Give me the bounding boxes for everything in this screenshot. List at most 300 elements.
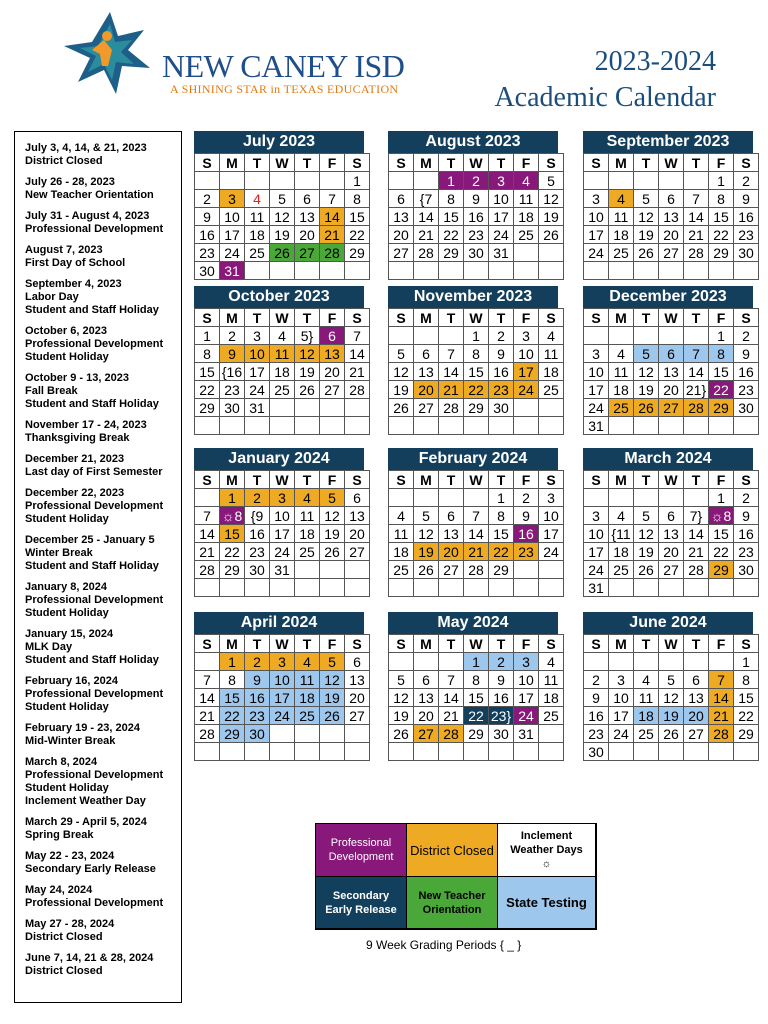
day-cell: 15 — [195, 363, 220, 381]
weekday-header-row — [195, 471, 370, 489]
day-cell: 22 — [220, 543, 245, 561]
day-cell: 16 — [734, 363, 759, 381]
day-cell: 9 — [489, 345, 514, 363]
empty-day-cell — [539, 561, 564, 579]
day-cell: 19 — [659, 707, 684, 725]
day-cell: 26 — [320, 707, 345, 725]
empty-day-cell — [245, 579, 270, 597]
day-cell: 6 — [414, 345, 439, 363]
weekday-header: S — [734, 635, 759, 653]
weekday-header: S — [734, 154, 759, 172]
day-cell: 5 — [659, 671, 684, 689]
day-cell: 17 — [245, 363, 270, 381]
empty-day-cell — [389, 489, 414, 507]
month-grid — [583, 153, 759, 280]
week-row — [389, 345, 564, 363]
month-calendar — [194, 131, 364, 280]
day-cell: 18 — [389, 543, 414, 561]
weekday-header: T — [245, 635, 270, 653]
empty-day-cell — [295, 725, 320, 743]
day-cell: 8 — [464, 345, 489, 363]
week-row — [195, 417, 370, 435]
week-row — [584, 244, 759, 262]
day-cell: 27 — [439, 561, 464, 579]
day-cell: 29 — [464, 725, 489, 743]
weekday-header: T — [634, 471, 659, 489]
day-cell: 9 — [489, 671, 514, 689]
empty-day-cell — [439, 489, 464, 507]
day-cell: 10 — [220, 208, 245, 226]
day-cell: 27 — [659, 244, 684, 262]
month-calendar — [388, 286, 558, 435]
empty-day-cell — [320, 262, 345, 280]
day-cell: 15 — [220, 689, 245, 707]
month-title: December 2023 — [583, 286, 753, 308]
day-cell: 27 — [659, 399, 684, 417]
week-row — [389, 244, 564, 262]
day-cell: 20 — [320, 363, 345, 381]
weekday-header: T — [295, 471, 320, 489]
day-cell: 26 — [295, 381, 320, 399]
day-cell: 7 — [684, 190, 709, 208]
day-cell: 9 — [734, 190, 759, 208]
empty-day-cell — [609, 327, 634, 345]
weekday-header: M — [220, 154, 245, 172]
day-cell: 21 — [439, 707, 464, 725]
day-cell: 28 — [684, 244, 709, 262]
event-description: Student Holiday — [25, 782, 109, 794]
day-cell: 1 — [439, 172, 464, 190]
weekday-header: W — [659, 309, 684, 327]
week-row — [195, 363, 370, 381]
event-entry — [25, 419, 173, 445]
week-row — [195, 244, 370, 262]
day-cell: 1 — [220, 489, 245, 507]
empty-day-cell — [634, 653, 659, 671]
week-row — [389, 671, 564, 689]
week-row — [195, 507, 370, 525]
event-date: October 9 - 13, 2023 — [25, 372, 129, 384]
empty-day-cell — [320, 725, 345, 743]
day-cell: 28 — [195, 725, 220, 743]
day-cell: 2 — [734, 327, 759, 345]
event-entry — [25, 487, 173, 526]
event-entry — [25, 534, 173, 573]
day-cell: 15 — [345, 208, 370, 226]
empty-day-cell — [514, 417, 539, 435]
empty-day-cell — [634, 417, 659, 435]
empty-day-cell — [539, 262, 564, 280]
week-row — [389, 381, 564, 399]
day-cell: 10 — [514, 671, 539, 689]
empty-day-cell — [609, 579, 634, 597]
day-cell: 12 — [634, 525, 659, 543]
day-cell: 12 — [270, 208, 295, 226]
weekday-header: M — [609, 309, 634, 327]
day-cell: 9 — [584, 689, 609, 707]
weekday-header-row — [584, 309, 759, 327]
event-entry — [25, 581, 173, 620]
empty-day-cell — [345, 262, 370, 280]
day-cell: 8 — [220, 671, 245, 689]
day-cell: ☼8 — [220, 507, 245, 525]
day-cell: 17 — [584, 381, 609, 399]
day-cell: 14 — [195, 689, 220, 707]
day-cell: 24 — [270, 707, 295, 725]
day-cell: 10 — [539, 507, 564, 525]
weekday-header: F — [709, 635, 734, 653]
day-cell: 7 — [684, 345, 709, 363]
month-grid — [583, 308, 759, 435]
weekday-header: T — [439, 309, 464, 327]
day-cell: 21 — [320, 226, 345, 244]
empty-day-cell — [609, 743, 634, 761]
day-cell: 13 — [659, 525, 684, 543]
day-cell: 12 — [320, 507, 345, 525]
day-cell: 21 — [709, 707, 734, 725]
empty-day-cell — [539, 743, 564, 761]
empty-day-cell — [439, 743, 464, 761]
empty-day-cell — [514, 399, 539, 417]
star-logo-icon — [58, 10, 168, 102]
month-title: August 2023 — [388, 131, 558, 153]
day-cell: 2 — [489, 653, 514, 671]
calendar-legend — [315, 823, 597, 930]
empty-day-cell — [464, 262, 489, 280]
day-cell: 13 — [389, 208, 414, 226]
day-cell: 21 — [684, 226, 709, 244]
month-title: January 2024 — [194, 448, 364, 470]
legend-state-testing — [498, 877, 596, 929]
weekday-header: M — [220, 471, 245, 489]
month-grid — [194, 634, 370, 761]
day-cell: 14 — [684, 525, 709, 543]
weekday-header: S — [389, 471, 414, 489]
empty-day-cell — [295, 172, 320, 190]
day-cell: 14 — [709, 689, 734, 707]
empty-day-cell — [539, 399, 564, 417]
day-cell: 7 — [345, 327, 370, 345]
day-cell: 13 — [345, 671, 370, 689]
event-date: August 7, 2023 — [25, 244, 103, 256]
day-cell: 4 — [609, 190, 634, 208]
weekday-header-row — [584, 471, 759, 489]
day-cell: 2 — [464, 172, 489, 190]
empty-day-cell — [345, 743, 370, 761]
day-cell: 16 — [734, 525, 759, 543]
week-row — [584, 561, 759, 579]
empty-day-cell — [295, 579, 320, 597]
day-cell: 4 — [514, 172, 539, 190]
month-calendar — [583, 612, 753, 761]
empty-day-cell — [439, 262, 464, 280]
event-entry — [25, 756, 173, 808]
month-grid — [194, 308, 370, 435]
day-cell: 8 — [734, 671, 759, 689]
weekday-header-row — [389, 471, 564, 489]
day-cell: 16 — [514, 525, 539, 543]
week-row — [584, 417, 759, 435]
day-cell: 16 — [195, 226, 220, 244]
event-description: Mid-Winter Break — [25, 735, 116, 747]
day-cell: 22 — [489, 543, 514, 561]
day-cell: 22 — [464, 381, 489, 399]
event-description: Secondary Early Release — [25, 863, 156, 875]
empty-day-cell — [584, 327, 609, 345]
event-date: December 22, 2023 — [25, 487, 125, 499]
day-cell: 9 — [514, 507, 539, 525]
day-cell: 4 — [295, 489, 320, 507]
day-cell: 31 — [489, 244, 514, 262]
day-cell: 6 — [295, 190, 320, 208]
day-cell: 11 — [389, 525, 414, 543]
day-cell: 10 — [584, 363, 609, 381]
day-cell: 3 — [489, 172, 514, 190]
weekday-header: F — [514, 471, 539, 489]
weekday-header: W — [464, 471, 489, 489]
day-cell: 26 — [320, 543, 345, 561]
empty-day-cell — [584, 172, 609, 190]
event-description: Professional Development — [25, 594, 164, 606]
empty-day-cell — [734, 579, 759, 597]
important-dates-sidebar — [14, 131, 182, 1003]
day-cell: 14 — [464, 525, 489, 543]
empty-day-cell — [245, 417, 270, 435]
empty-day-cell — [295, 417, 320, 435]
day-cell: 19 — [634, 226, 659, 244]
weekday-header: F — [709, 154, 734, 172]
day-cell: 25 — [609, 561, 634, 579]
day-cell: 3 — [609, 671, 634, 689]
day-cell: 7} — [684, 507, 709, 525]
week-row — [584, 172, 759, 190]
day-cell: 5 — [414, 507, 439, 525]
empty-day-cell — [684, 743, 709, 761]
week-row — [389, 262, 564, 280]
day-cell: 23 — [245, 707, 270, 725]
day-cell: 4 — [539, 653, 564, 671]
week-row — [584, 689, 759, 707]
event-description: Winter Break — [25, 547, 93, 559]
day-cell: 16 — [489, 363, 514, 381]
empty-day-cell — [220, 579, 245, 597]
weekday-header: T — [295, 309, 320, 327]
calendar-title: Academic Calendar — [494, 82, 716, 113]
day-cell: 12 — [389, 363, 414, 381]
weekday-header: T — [489, 635, 514, 653]
weekday-header: S — [539, 309, 564, 327]
empty-day-cell — [320, 743, 345, 761]
day-cell: 13 — [659, 208, 684, 226]
weekday-header: W — [270, 635, 295, 653]
week-row — [584, 262, 759, 280]
day-cell: 19 — [270, 226, 295, 244]
empty-day-cell — [220, 417, 245, 435]
empty-day-cell — [609, 653, 634, 671]
empty-day-cell — [609, 262, 634, 280]
empty-day-cell — [464, 489, 489, 507]
event-description: Student and Staff Holiday — [25, 304, 159, 316]
day-cell: 9 — [464, 190, 489, 208]
empty-day-cell — [245, 743, 270, 761]
day-cell: 16 — [464, 208, 489, 226]
day-cell: 20 — [659, 543, 684, 561]
empty-day-cell — [659, 743, 684, 761]
weekday-header: F — [709, 309, 734, 327]
event-entry — [25, 278, 173, 317]
day-cell: 25 — [514, 226, 539, 244]
day-cell: 5 — [320, 489, 345, 507]
empty-day-cell — [539, 579, 564, 597]
event-description: Student and Staff Holiday — [25, 398, 159, 410]
day-cell: 30 — [195, 262, 220, 280]
weekday-header: T — [489, 471, 514, 489]
empty-day-cell — [270, 743, 295, 761]
day-cell: 20 — [345, 525, 370, 543]
day-cell: 4 — [389, 507, 414, 525]
week-row — [389, 561, 564, 579]
day-cell: 24 — [220, 244, 245, 262]
month-calendar — [194, 286, 364, 435]
day-cell: 5 — [634, 507, 659, 525]
day-cell: 11 — [609, 208, 634, 226]
day-cell: 3 — [245, 327, 270, 345]
legend-inclement-weather-label: Inclement Weather Days — [510, 830, 583, 856]
day-cell: 6 — [684, 671, 709, 689]
day-cell: 12 — [539, 190, 564, 208]
weekday-header: S — [195, 471, 220, 489]
day-cell: 11 — [634, 689, 659, 707]
day-cell: 8 — [489, 507, 514, 525]
weekday-header: S — [195, 154, 220, 172]
day-cell: 10 — [609, 689, 634, 707]
day-cell: 3 — [584, 345, 609, 363]
day-cell: 1 — [709, 327, 734, 345]
empty-day-cell — [220, 743, 245, 761]
weekday-header: F — [709, 471, 734, 489]
day-cell: 6 — [659, 345, 684, 363]
legend-secondary-early-release-label: Secondary Early Release — [325, 889, 397, 916]
empty-day-cell — [414, 262, 439, 280]
day-cell: 4 — [609, 345, 634, 363]
event-description: Student and Staff Holiday — [25, 654, 159, 666]
day-cell: 3 — [584, 507, 609, 525]
day-cell: 30 — [489, 725, 514, 743]
day-cell: 12 — [414, 525, 439, 543]
day-cell: 23 — [464, 226, 489, 244]
day-cell: 25 — [270, 381, 295, 399]
empty-day-cell — [609, 489, 634, 507]
day-cell: 11 — [270, 345, 295, 363]
event-entry — [25, 142, 173, 168]
empty-day-cell — [634, 262, 659, 280]
empty-day-cell — [659, 417, 684, 435]
day-cell: 28 — [439, 399, 464, 417]
event-date: September 4, 2023 — [25, 278, 122, 290]
empty-day-cell — [320, 417, 345, 435]
day-cell: 18 — [539, 689, 564, 707]
day-cell: 14 — [195, 525, 220, 543]
empty-day-cell — [195, 489, 220, 507]
empty-day-cell — [489, 262, 514, 280]
empty-day-cell — [584, 262, 609, 280]
day-cell: 20 — [659, 381, 684, 399]
day-cell: 20 — [414, 381, 439, 399]
event-description: Professional Development — [25, 223, 164, 235]
event-date: July 3, 4, 14, & 21, 2023 — [25, 142, 147, 154]
day-cell: 14 — [345, 345, 370, 363]
month-title: February 2024 — [388, 448, 558, 470]
week-row — [195, 743, 370, 761]
empty-day-cell — [389, 579, 414, 597]
day-cell: 19 — [414, 543, 439, 561]
day-cell: 29 — [345, 244, 370, 262]
day-cell: 24 — [584, 244, 609, 262]
week-row — [584, 525, 759, 543]
day-cell: {16 — [220, 363, 245, 381]
day-cell: 22 — [734, 707, 759, 725]
month-grid — [583, 470, 759, 597]
day-cell: 1 — [464, 327, 489, 345]
day-cell: 21 — [195, 543, 220, 561]
day-cell: 28 — [684, 399, 709, 417]
district-name: NEW CANEY ISD — [162, 48, 405, 84]
day-cell: 6 — [414, 671, 439, 689]
day-cell: 30 — [734, 561, 759, 579]
weekday-header: F — [514, 154, 539, 172]
empty-day-cell — [320, 399, 345, 417]
weekday-header: T — [439, 154, 464, 172]
weekday-header: T — [684, 471, 709, 489]
empty-day-cell — [634, 489, 659, 507]
empty-day-cell — [489, 579, 514, 597]
event-entry — [25, 325, 173, 364]
weekday-header-row — [389, 309, 564, 327]
empty-day-cell — [609, 417, 634, 435]
week-row — [195, 543, 370, 561]
day-cell: 1 — [220, 653, 245, 671]
day-cell: 1 — [709, 172, 734, 190]
day-cell: 21 — [414, 226, 439, 244]
month-grid — [388, 634, 564, 761]
week-row — [389, 417, 564, 435]
empty-day-cell — [270, 579, 295, 597]
day-cell: 11 — [539, 345, 564, 363]
day-cell: 25 — [539, 381, 564, 399]
day-cell: 23 — [245, 543, 270, 561]
event-date: May 24, 2024 — [25, 884, 93, 896]
weekday-header: M — [414, 154, 439, 172]
day-cell: 28 — [414, 244, 439, 262]
day-cell: 7 — [195, 507, 220, 525]
day-cell: 29 — [709, 399, 734, 417]
day-cell: 13 — [439, 525, 464, 543]
weekday-header: W — [270, 471, 295, 489]
month-grid — [388, 308, 564, 435]
day-cell: 5 — [389, 671, 414, 689]
event-description: Fall Break — [25, 385, 78, 397]
week-row — [584, 725, 759, 743]
day-cell: 30 — [489, 399, 514, 417]
week-row — [584, 653, 759, 671]
weekday-header: M — [220, 635, 245, 653]
empty-day-cell — [539, 725, 564, 743]
day-cell: 9 — [220, 345, 245, 363]
day-cell: 24 — [584, 399, 609, 417]
weekday-header: S — [539, 635, 564, 653]
day-cell: 29 — [709, 561, 734, 579]
day-cell: 23 — [734, 381, 759, 399]
